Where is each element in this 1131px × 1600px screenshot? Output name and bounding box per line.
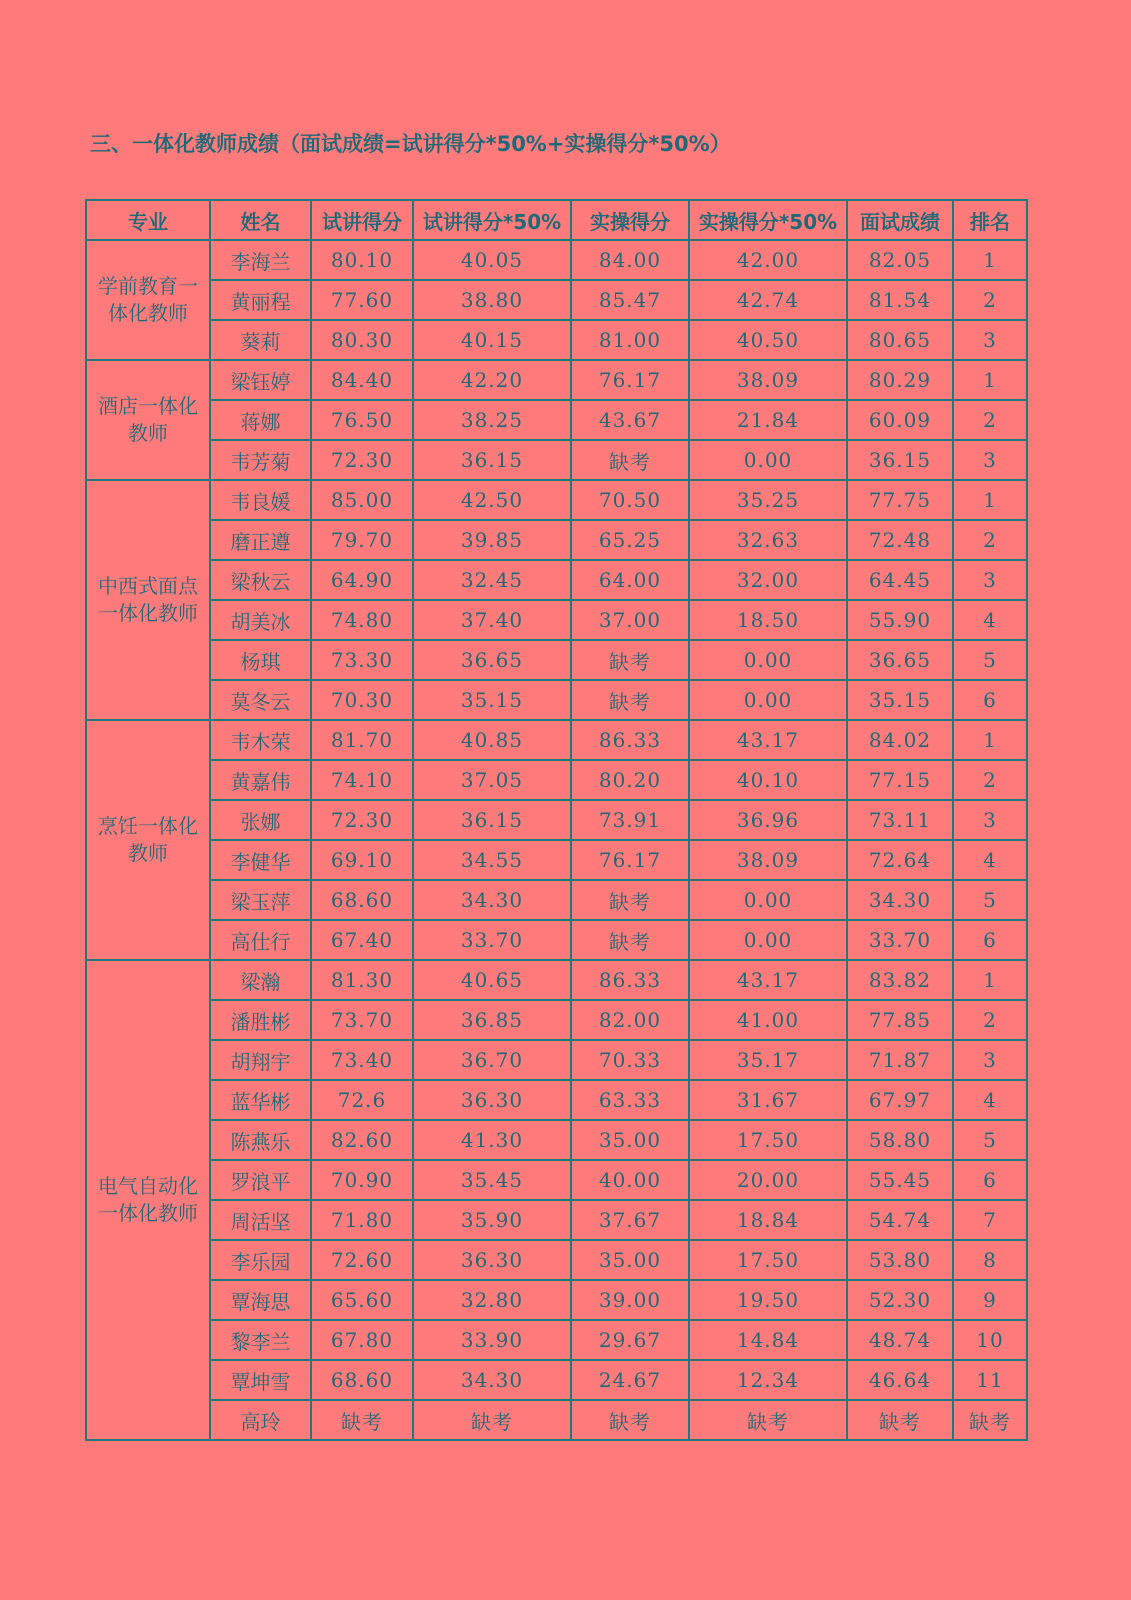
lecture-score-half-cell: 42.20 (413, 360, 571, 400)
lecture-score-half-cell: 40.85 (413, 720, 571, 760)
name-cell: 蒋娜 (210, 400, 311, 440)
table-row (86, 1200, 1027, 1240)
header-major: 专业 (86, 200, 210, 240)
lecture-score-cell: 70.30 (311, 680, 413, 720)
interview-score-cell: 77.15 (847, 760, 953, 800)
lecture-score-half-cell: 36.30 (413, 1080, 571, 1120)
practical-score-cell: 缺考 (571, 680, 689, 720)
scores-table (85, 199, 1028, 1441)
practical-score-cell: 缺考 (571, 440, 689, 480)
lecture-score-half-cell: 32.80 (413, 1280, 571, 1320)
lecture-score-half-cell: 39.85 (413, 520, 571, 560)
table-row (86, 1160, 1027, 1200)
interview-score-cell: 53.80 (847, 1240, 953, 1280)
practical-score-half-cell: 43.17 (689, 720, 847, 760)
practical-score-cell: 39.00 (571, 1280, 689, 1320)
table-row (86, 1320, 1027, 1360)
table-row (86, 1000, 1027, 1040)
lecture-score-half-cell: 32.45 (413, 560, 571, 600)
interview-score-cell: 55.90 (847, 600, 953, 640)
rank-cell: 7 (953, 1200, 1027, 1240)
rank-cell: 4 (953, 600, 1027, 640)
practical-score-half-cell: 32.63 (689, 520, 847, 560)
interview-score-cell: 58.80 (847, 1120, 953, 1160)
lecture-score-half-cell: 37.05 (413, 760, 571, 800)
interview-score-cell: 34.30 (847, 880, 953, 920)
name-cell: 李健华 (210, 840, 311, 880)
practical-score-cell: 73.91 (571, 800, 689, 840)
table-row (86, 360, 1027, 400)
practical-score-cell: 86.33 (571, 960, 689, 1000)
interview-score-cell: 36.15 (847, 440, 953, 480)
major-cell: 烹饪一体化教师 (86, 720, 210, 960)
interview-score-cell: 缺考 (847, 1400, 953, 1440)
rank-cell: 11 (953, 1360, 1027, 1400)
lecture-score-cell: 68.60 (311, 1360, 413, 1400)
practical-score-cell: 35.00 (571, 1120, 689, 1160)
practical-score-cell: 40.00 (571, 1160, 689, 1200)
table-row (86, 960, 1027, 1000)
rank-cell: 5 (953, 640, 1027, 680)
lecture-score-half-cell: 40.65 (413, 960, 571, 1000)
practical-score-cell: 80.20 (571, 760, 689, 800)
interview-score-cell: 46.64 (847, 1360, 953, 1400)
name-cell: 高玲 (210, 1400, 311, 1440)
lecture-score-half-cell: 34.30 (413, 880, 571, 920)
table-row (86, 1280, 1027, 1320)
practical-score-cell: 24.67 (571, 1360, 689, 1400)
interview-score-cell: 77.85 (847, 1000, 953, 1040)
interview-score-cell: 84.02 (847, 720, 953, 760)
table-row (86, 920, 1027, 960)
table-row (86, 800, 1027, 840)
lecture-score-cell: 65.60 (311, 1280, 413, 1320)
interview-score-cell: 81.54 (847, 280, 953, 320)
practical-score-cell: 76.17 (571, 360, 689, 400)
lecture-score-half-cell: 41.30 (413, 1120, 571, 1160)
major-cell: 学前教育一体化教师 (86, 240, 210, 360)
lecture-score-half-cell: 37.40 (413, 600, 571, 640)
lecture-score-half-cell: 36.70 (413, 1040, 571, 1080)
lecture-score-half-cell: 40.15 (413, 320, 571, 360)
header-lecture-score-half: 试讲得分*50% (413, 200, 571, 240)
interview-score-cell: 82.05 (847, 240, 953, 280)
name-cell: 李海兰 (210, 240, 311, 280)
name-cell: 黄嘉伟 (210, 760, 311, 800)
lecture-score-cell: 72.60 (311, 1240, 413, 1280)
lecture-score-cell: 72.30 (311, 440, 413, 480)
practical-score-half-cell: 38.09 (689, 840, 847, 880)
lecture-score-cell: 69.10 (311, 840, 413, 880)
table-row (86, 1040, 1027, 1080)
practical-score-cell: 85.47 (571, 280, 689, 320)
practical-score-half-cell: 0.00 (689, 440, 847, 480)
lecture-score-cell: 73.40 (311, 1040, 413, 1080)
practical-score-cell: 缺考 (571, 1400, 689, 1440)
name-cell: 周活坚 (210, 1200, 311, 1240)
interview-score-cell: 48.74 (847, 1320, 953, 1360)
practical-score-half-cell: 40.10 (689, 760, 847, 800)
practical-score-cell: 70.50 (571, 480, 689, 520)
lecture-score-cell: 64.90 (311, 560, 413, 600)
lecture-score-cell: 85.00 (311, 480, 413, 520)
practical-score-cell: 70.33 (571, 1040, 689, 1080)
rank-cell: 3 (953, 320, 1027, 360)
interview-score-cell: 67.97 (847, 1080, 953, 1120)
lecture-score-half-cell: 36.65 (413, 640, 571, 680)
practical-score-half-cell: 18.50 (689, 600, 847, 640)
table-row (86, 440, 1027, 480)
interview-score-cell: 55.45 (847, 1160, 953, 1200)
rank-cell: 6 (953, 1160, 1027, 1200)
lecture-score-cell: 74.80 (311, 600, 413, 640)
interview-score-cell: 54.74 (847, 1200, 953, 1240)
interview-score-cell: 71.87 (847, 1040, 953, 1080)
rank-cell: 2 (953, 1000, 1027, 1040)
interview-score-cell: 83.82 (847, 960, 953, 1000)
practical-score-cell: 86.33 (571, 720, 689, 760)
lecture-score-cell: 71.80 (311, 1200, 413, 1240)
lecture-score-half-cell: 34.30 (413, 1360, 571, 1400)
name-cell: 梁钰婷 (210, 360, 311, 400)
lecture-score-half-cell: 34.55 (413, 840, 571, 880)
interview-score-cell: 72.64 (847, 840, 953, 880)
table-row (86, 1240, 1027, 1280)
table-row (86, 1120, 1027, 1160)
name-cell: 梁玉萍 (210, 880, 311, 920)
name-cell: 梁瀚 (210, 960, 311, 1000)
table-row (86, 1400, 1027, 1440)
name-cell: 李乐园 (210, 1240, 311, 1280)
interview-score-cell: 80.65 (847, 320, 953, 360)
practical-score-half-cell: 42.00 (689, 240, 847, 280)
lecture-score-cell: 76.50 (311, 400, 413, 440)
name-cell: 黄丽程 (210, 280, 311, 320)
rank-cell: 4 (953, 1080, 1027, 1120)
practical-score-cell: 缺考 (571, 920, 689, 960)
lecture-score-cell: 81.70 (311, 720, 413, 760)
practical-score-half-cell: 缺考 (689, 1400, 847, 1440)
interview-score-cell: 35.15 (847, 680, 953, 720)
table-row (86, 240, 1027, 280)
rank-cell: 8 (953, 1240, 1027, 1280)
header-rank: 排名 (953, 200, 1027, 240)
practical-score-cell: 43.67 (571, 400, 689, 440)
rank-cell: 2 (953, 400, 1027, 440)
major-cell: 酒店一体化教师 (86, 360, 210, 480)
lecture-score-half-cell: 35.45 (413, 1160, 571, 1200)
lecture-score-cell: 82.60 (311, 1120, 413, 1160)
rank-cell: 5 (953, 880, 1027, 920)
name-cell: 葵莉 (210, 320, 311, 360)
name-cell: 梁秋云 (210, 560, 311, 600)
table-row (86, 480, 1027, 520)
practical-score-half-cell: 38.09 (689, 360, 847, 400)
name-cell: 磨正遵 (210, 520, 311, 560)
practical-score-half-cell: 43.17 (689, 960, 847, 1000)
rank-cell: 6 (953, 680, 1027, 720)
rank-cell: 2 (953, 520, 1027, 560)
interview-score-cell: 36.65 (847, 640, 953, 680)
interview-score-cell: 72.48 (847, 520, 953, 560)
lecture-score-cell: 72.30 (311, 800, 413, 840)
rank-cell: 1 (953, 480, 1027, 520)
lecture-score-cell: 81.30 (311, 960, 413, 1000)
practical-score-half-cell: 0.00 (689, 920, 847, 960)
rank-cell: 缺考 (953, 1400, 1027, 1440)
practical-score-cell: 64.00 (571, 560, 689, 600)
name-cell: 胡翔宇 (210, 1040, 311, 1080)
table-row (86, 280, 1027, 320)
lecture-score-cell: 84.40 (311, 360, 413, 400)
rank-cell: 1 (953, 720, 1027, 760)
interview-score-cell: 52.30 (847, 1280, 953, 1320)
rank-cell: 3 (953, 1040, 1027, 1080)
rank-cell: 1 (953, 240, 1027, 280)
name-cell: 韦良媛 (210, 480, 311, 520)
table-row (86, 600, 1027, 640)
lecture-score-cell: 74.10 (311, 760, 413, 800)
name-cell: 杨琪 (210, 640, 311, 680)
rank-cell: 5 (953, 1120, 1027, 1160)
practical-score-half-cell: 0.00 (689, 640, 847, 680)
practical-score-half-cell: 41.00 (689, 1000, 847, 1040)
lecture-score-cell: 80.30 (311, 320, 413, 360)
table-row (86, 760, 1027, 800)
practical-score-half-cell: 36.96 (689, 800, 847, 840)
practical-score-cell: 81.00 (571, 320, 689, 360)
header-practical-score-half: 实操得分*50% (689, 200, 847, 240)
lecture-score-half-cell: 38.80 (413, 280, 571, 320)
practical-score-half-cell: 31.67 (689, 1080, 847, 1120)
lecture-score-cell: 79.70 (311, 520, 413, 560)
name-cell: 高仕行 (210, 920, 311, 960)
practical-score-cell: 37.67 (571, 1200, 689, 1240)
name-cell: 潘胜彬 (210, 1000, 311, 1040)
name-cell: 蓝华彬 (210, 1080, 311, 1120)
rank-cell: 4 (953, 840, 1027, 880)
name-cell: 覃坤雪 (210, 1360, 311, 1400)
practical-score-cell: 35.00 (571, 1240, 689, 1280)
lecture-score-half-cell: 36.15 (413, 800, 571, 840)
table-row (86, 1360, 1027, 1400)
name-cell: 胡美冰 (210, 600, 311, 640)
practical-score-half-cell: 19.50 (689, 1280, 847, 1320)
lecture-score-half-cell: 33.90 (413, 1320, 571, 1360)
practical-score-half-cell: 17.50 (689, 1120, 847, 1160)
interview-score-cell: 60.09 (847, 400, 953, 440)
practical-score-half-cell: 17.50 (689, 1240, 847, 1280)
header-row (86, 200, 1027, 240)
lecture-score-half-cell: 35.90 (413, 1200, 571, 1240)
name-cell: 罗浪平 (210, 1160, 311, 1200)
lecture-score-half-cell: 33.70 (413, 920, 571, 960)
interview-score-cell: 73.11 (847, 800, 953, 840)
lecture-score-cell: 70.90 (311, 1160, 413, 1200)
practical-score-half-cell: 42.74 (689, 280, 847, 320)
lecture-score-half-cell: 缺考 (413, 1400, 571, 1440)
lecture-score-cell: 73.70 (311, 1000, 413, 1040)
rank-cell: 3 (953, 440, 1027, 480)
practical-score-half-cell: 35.17 (689, 1040, 847, 1080)
practical-score-cell: 63.33 (571, 1080, 689, 1120)
table-row (86, 320, 1027, 360)
practical-score-half-cell: 0.00 (689, 680, 847, 720)
practical-score-cell: 76.17 (571, 840, 689, 880)
page-title: 三、一体化教师成绩（面试成绩=试讲得分*50%+实操得分*50%） (90, 132, 731, 156)
practical-score-half-cell: 0.00 (689, 880, 847, 920)
lecture-score-cell: 缺考 (311, 1400, 413, 1440)
table-row (86, 520, 1027, 560)
header-name: 姓名 (210, 200, 311, 240)
lecture-score-half-cell: 36.30 (413, 1240, 571, 1280)
major-cell: 电气自动化一体化教师 (86, 960, 210, 1440)
name-cell: 莫冬云 (210, 680, 311, 720)
lecture-score-cell: 80.10 (311, 240, 413, 280)
header-interview-score: 面试成绩 (847, 200, 953, 240)
table-row (86, 560, 1027, 600)
name-cell: 陈燕乐 (210, 1120, 311, 1160)
table-row (86, 680, 1027, 720)
interview-score-cell: 33.70 (847, 920, 953, 960)
lecture-score-cell: 67.80 (311, 1320, 413, 1360)
scores-table-body (86, 240, 1027, 1440)
table-row (86, 640, 1027, 680)
lecture-score-cell: 73.30 (311, 640, 413, 680)
name-cell: 韦芳菊 (210, 440, 311, 480)
practical-score-half-cell: 18.84 (689, 1200, 847, 1240)
rank-cell: 2 (953, 760, 1027, 800)
table-row (86, 720, 1027, 760)
rank-cell: 1 (953, 360, 1027, 400)
practical-score-half-cell: 12.34 (689, 1360, 847, 1400)
interview-score-cell: 80.29 (847, 360, 953, 400)
practical-score-cell: 65.25 (571, 520, 689, 560)
practical-score-half-cell: 14.84 (689, 1320, 847, 1360)
table-row (86, 1080, 1027, 1120)
lecture-score-cell: 67.40 (311, 920, 413, 960)
interview-score-cell: 77.75 (847, 480, 953, 520)
practical-score-half-cell: 32.00 (689, 560, 847, 600)
practical-score-half-cell: 21.84 (689, 400, 847, 440)
lecture-score-cell: 72.6 (311, 1080, 413, 1120)
rank-cell: 10 (953, 1320, 1027, 1360)
interview-score-cell: 64.45 (847, 560, 953, 600)
lecture-score-half-cell: 40.05 (413, 240, 571, 280)
practical-score-cell: 29.67 (571, 1320, 689, 1360)
major-cell: 中西式面点一体化教师 (86, 480, 210, 720)
lecture-score-half-cell: 36.85 (413, 1000, 571, 1040)
practical-score-cell: 缺考 (571, 640, 689, 680)
name-cell: 韦木荣 (210, 720, 311, 760)
practical-score-cell: 缺考 (571, 880, 689, 920)
rank-cell: 1 (953, 960, 1027, 1000)
lecture-score-half-cell: 38.25 (413, 400, 571, 440)
rank-cell: 6 (953, 920, 1027, 960)
rank-cell: 9 (953, 1280, 1027, 1320)
practical-score-cell: 82.00 (571, 1000, 689, 1040)
practical-score-half-cell: 20.00 (689, 1160, 847, 1200)
lecture-score-cell: 68.60 (311, 880, 413, 920)
practical-score-cell: 84.00 (571, 240, 689, 280)
rank-cell: 2 (953, 280, 1027, 320)
name-cell: 黎李兰 (210, 1320, 311, 1360)
lecture-score-cell: 77.60 (311, 280, 413, 320)
header-practical-score: 实操得分 (571, 200, 689, 240)
header-lecture-score: 试讲得分 (311, 200, 413, 240)
rank-cell: 3 (953, 800, 1027, 840)
table-row (86, 880, 1027, 920)
practical-score-half-cell: 40.50 (689, 320, 847, 360)
lecture-score-half-cell: 35.15 (413, 680, 571, 720)
name-cell: 覃海思 (210, 1280, 311, 1320)
lecture-score-half-cell: 42.50 (413, 480, 571, 520)
practical-score-half-cell: 35.25 (689, 480, 847, 520)
table-row (86, 840, 1027, 880)
lecture-score-half-cell: 36.15 (413, 440, 571, 480)
name-cell: 张娜 (210, 800, 311, 840)
table-row (86, 400, 1027, 440)
rank-cell: 3 (953, 560, 1027, 600)
practical-score-cell: 37.00 (571, 600, 689, 640)
